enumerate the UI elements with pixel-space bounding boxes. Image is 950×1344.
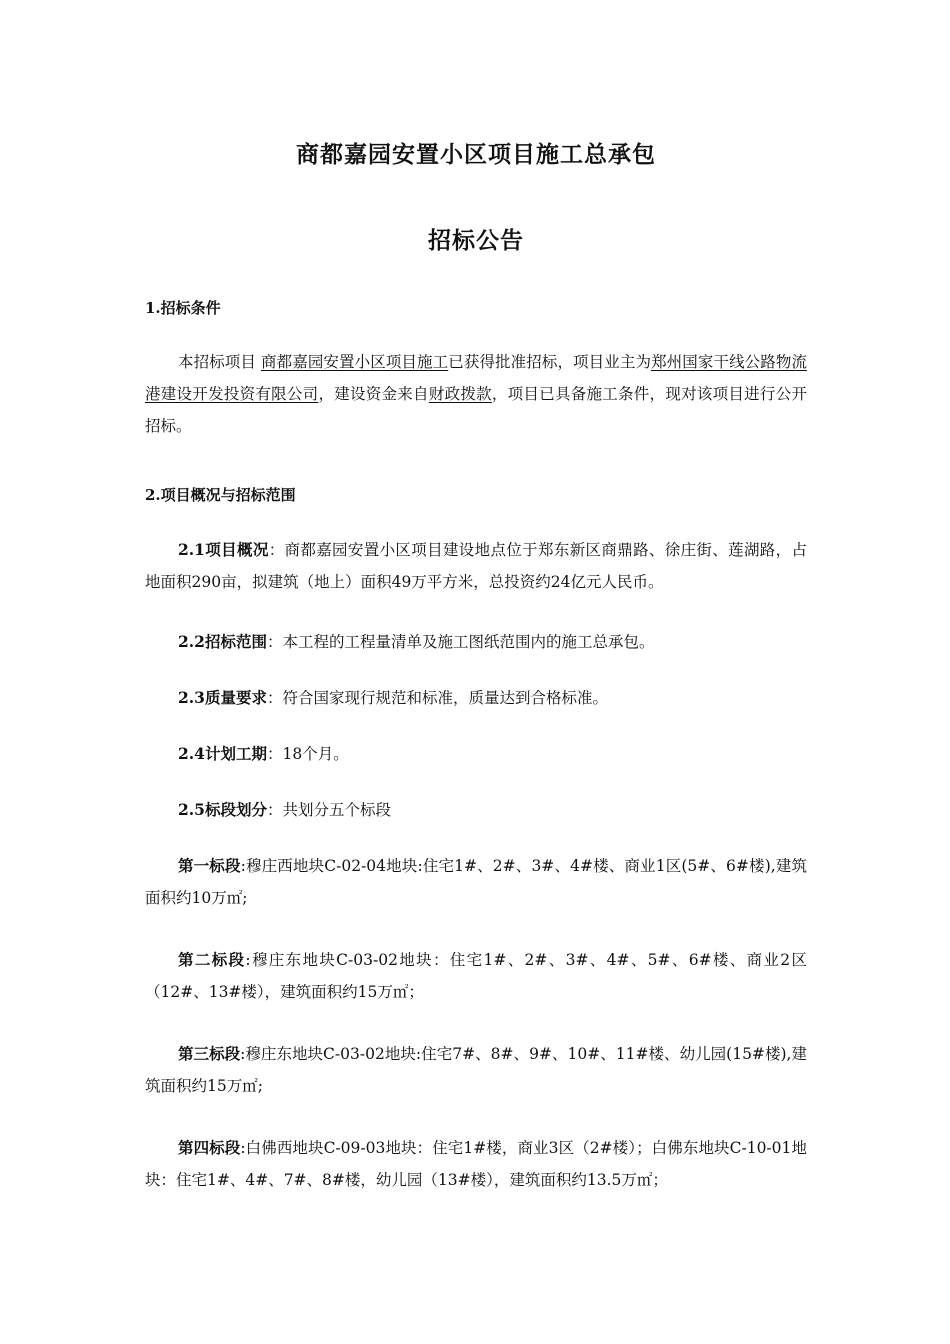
lot4-text: :白佛西地块C-09-03地块：住宅1#楼，商业3区（2#楼）；白佛东地块C-10-01地块：住宅1#、4#、7#、8#楼，幼儿园（13#楼），建筑面积约13.5万㎡； bbox=[145, 1139, 807, 1189]
document-subtitle: 招标公告 bbox=[428, 227, 524, 254]
section-heading-2: 2.项目概况与招标范围 bbox=[145, 486, 296, 504]
paragraph-division bbox=[145, 800, 807, 820]
overview-label: 2.1项目概况 bbox=[178, 540, 269, 559]
project-name: 商都嘉园安置小区项目施工 bbox=[261, 353, 449, 371]
quality-text: ：符合国家现行规范和标准，质量达到合格标准。 bbox=[266, 689, 608, 707]
project-owner: 郑州国家干线公路物流港建设开发投资有限公司 bbox=[145, 353, 807, 403]
period-label: 2.4计划工期 bbox=[178, 744, 267, 763]
lot4-label: 第四标段 bbox=[178, 1138, 241, 1157]
paragraph-lot-4 bbox=[145, 1132, 807, 1196]
quality-label: 2.3质量要求 bbox=[178, 688, 267, 707]
document-title: 商都嘉园安置小区项目施工总承包 bbox=[296, 141, 656, 168]
paragraph-bidding-conditions bbox=[145, 346, 807, 442]
text-segment: 本招标项目 bbox=[178, 353, 262, 371]
scope-label: 2.2招标范围 bbox=[178, 632, 267, 651]
paragraph-overview bbox=[145, 534, 807, 598]
paragraph-scope bbox=[145, 632, 807, 652]
text-segment: ，建设资金来自 bbox=[318, 385, 429, 403]
paragraph-period bbox=[145, 744, 807, 764]
paragraph-lot-3 bbox=[145, 1038, 807, 1102]
text-segment: 已获得批准招标，项目业主为 bbox=[448, 353, 652, 371]
lot3-text: :穆庄东地块C-03-02地块:住宅7#、8#、9#、10#、11#楼、幼儿园(15#楼),建筑面积约15万㎡; bbox=[145, 1045, 807, 1095]
lot1-label: 第一标段 bbox=[178, 856, 241, 875]
overview-text: ：商都嘉园安置小区项目建设地点位于郑东新区商鼎路、徐庄街、莲湖路，占地面积290亩，拟建筑（地上）面积49万平方米，总投资约24亿元人民币。 bbox=[145, 541, 807, 591]
lot3-label: 第三标段 bbox=[178, 1044, 241, 1063]
funding-source: 财政拨款 bbox=[428, 385, 492, 403]
lot2-text: :穆庄东地块C-03-02地块：住宅1#、2#、3#、4#、5#、6#楼、商业2区（12#、13#楼），建筑面积约15万㎡； bbox=[145, 951, 807, 1001]
text-segment: ，项目已具备施工条件，现对该项目进行公开招标。 bbox=[145, 385, 807, 435]
lot1-text: :穆庄西地块C-02-04地块:住宅1#、2#、3#、4#楼、商业1区(5#、6#楼),建筑面积约10万㎡; bbox=[145, 857, 807, 907]
scope-text: ：本工程的工程量清单及施工图纸范围内的施工总承包。 bbox=[266, 633, 655, 651]
division-label: 2.5标段划分 bbox=[178, 800, 267, 819]
division-text: ：共划分五个标段 bbox=[266, 801, 391, 819]
section-heading-1: 1.招标条件 bbox=[145, 299, 221, 317]
period-text: ：18个月。 bbox=[266, 745, 349, 763]
paragraph-lot-2 bbox=[145, 944, 807, 1008]
paragraph-quality bbox=[145, 688, 807, 708]
lot2-label: 第二标段 bbox=[178, 950, 246, 969]
paragraph-lot-1 bbox=[145, 850, 807, 914]
